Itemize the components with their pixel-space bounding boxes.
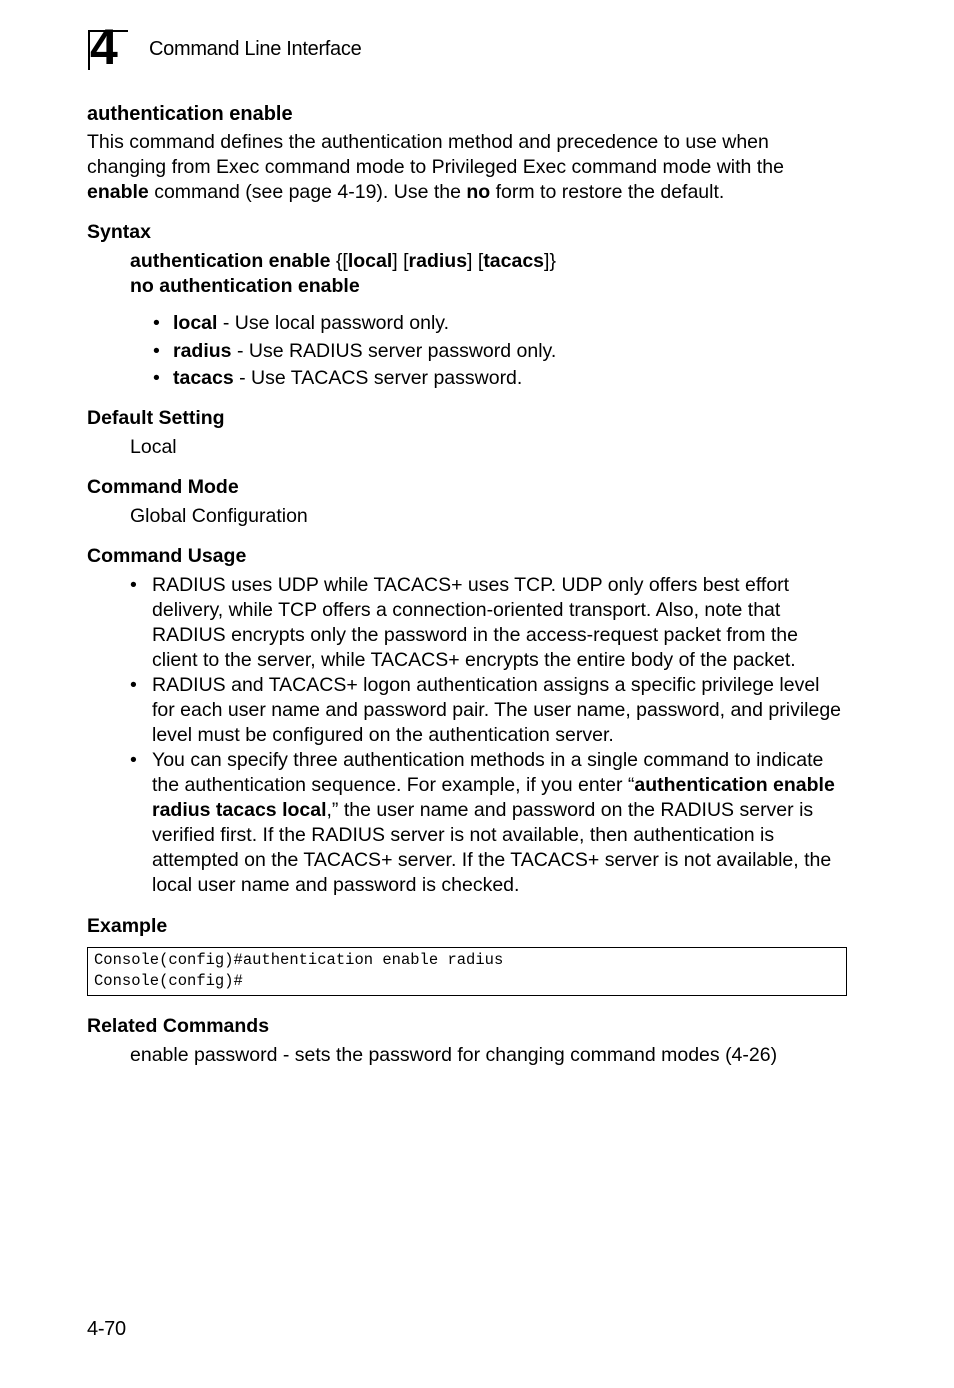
- code-line: Console(config)#authentication enable radius: [94, 951, 504, 969]
- default-setting-value: Local: [130, 436, 177, 458]
- code-line: Console(config)#: [94, 971, 243, 990]
- description-bold-no: no: [466, 181, 491, 203]
- list-item: • RADIUS and TACACS+ logon authentication assigns a specific privilege level for each user name and password pair. The user name, password, and privilege level must be configured on the authentication server.: [130, 673, 847, 748]
- description-text: form to restore the default.: [490, 181, 725, 203]
- syntax-param-local: local: [347, 250, 393, 272]
- default-setting-heading: Default Setting: [87, 407, 225, 429]
- syntax-line-2: [130, 274, 847, 299]
- command-description: [87, 130, 847, 205]
- usage-bold-example: authentication enable radius tacacs local: [152, 774, 835, 821]
- list-item: [130, 748, 847, 898]
- related-commands-value: enable password - sets the password for changing command modes (4-26): [130, 1044, 778, 1066]
- list-item: • RADIUS uses UDP while TACACS+ uses TCP. UDP only offers best effort delivery, while TCP offers a connection-oriented transport. Also, note that RADIUS encrypts only the password in the access-request packet from the client to the server, while TACACS+ encrypts the entire body of the packet.: [130, 573, 847, 673]
- syntax-bracket: ]}: [544, 250, 556, 272]
- syntax-no-command: no authentication enable: [130, 275, 360, 297]
- list-item: [153, 339, 847, 364]
- command-title: authentication enable: [87, 103, 293, 125]
- description-text: command (see page 4-19). Use the: [148, 181, 467, 203]
- list-item: [153, 311, 847, 336]
- chapter-number: 4: [90, 19, 118, 75]
- param-desc: - Use TACACS server password.: [233, 367, 523, 389]
- syntax-command: authentication enable: [130, 250, 331, 272]
- related-commands-heading: Related Commands: [87, 1015, 270, 1037]
- description-text: This command defines the authentication method and precedence to use when changing from Exec command mode to Privileged Exec command mode with the: [87, 131, 784, 178]
- syntax-param-list: [153, 311, 847, 391]
- param-name: radius: [173, 339, 232, 362]
- command-usage-list: [130, 573, 847, 898]
- syntax-bracket: ] [: [467, 250, 484, 272]
- command-mode-heading: Command Mode: [87, 476, 239, 498]
- param-desc: - Use RADIUS server password only.: [231, 339, 557, 362]
- code-example: [87, 947, 847, 996]
- usage-text: ,” the user name and password on the RADIUS server is verified first. If the RADIUS server is not available, then authentication is attempted on the TACACS+ server. If the TACACS+ server is not available, the local user name and password is checked.: [152, 799, 832, 896]
- syntax-bracket: ] [: [392, 250, 409, 272]
- page-content: [87, 102, 847, 1068]
- param-name: local: [173, 312, 218, 334]
- example-heading: Example: [87, 915, 168, 937]
- syntax-heading: Syntax: [87, 221, 151, 243]
- param-desc: - Use local password only.: [217, 312, 449, 334]
- page-number: 4-70: [87, 1318, 126, 1340]
- syntax-bracket: {[: [330, 250, 348, 272]
- param-name: tacacs: [173, 367, 234, 389]
- syntax-param-tacacs: tacacs: [483, 250, 545, 272]
- list-item: [153, 366, 847, 391]
- header-title: Command Line Interface: [149, 38, 362, 60]
- usage-text: You can specify three authentication methods in a single command to indicate the authentication sequence. For example, if you enter “: [152, 749, 824, 796]
- syntax-param-radius: radius: [408, 250, 468, 272]
- description-bold-enable: enable: [87, 181, 149, 203]
- command-mode-value: Global Configuration: [130, 505, 308, 527]
- command-usage-heading: Command Usage: [87, 545, 247, 567]
- syntax-line-1: [130, 249, 847, 274]
